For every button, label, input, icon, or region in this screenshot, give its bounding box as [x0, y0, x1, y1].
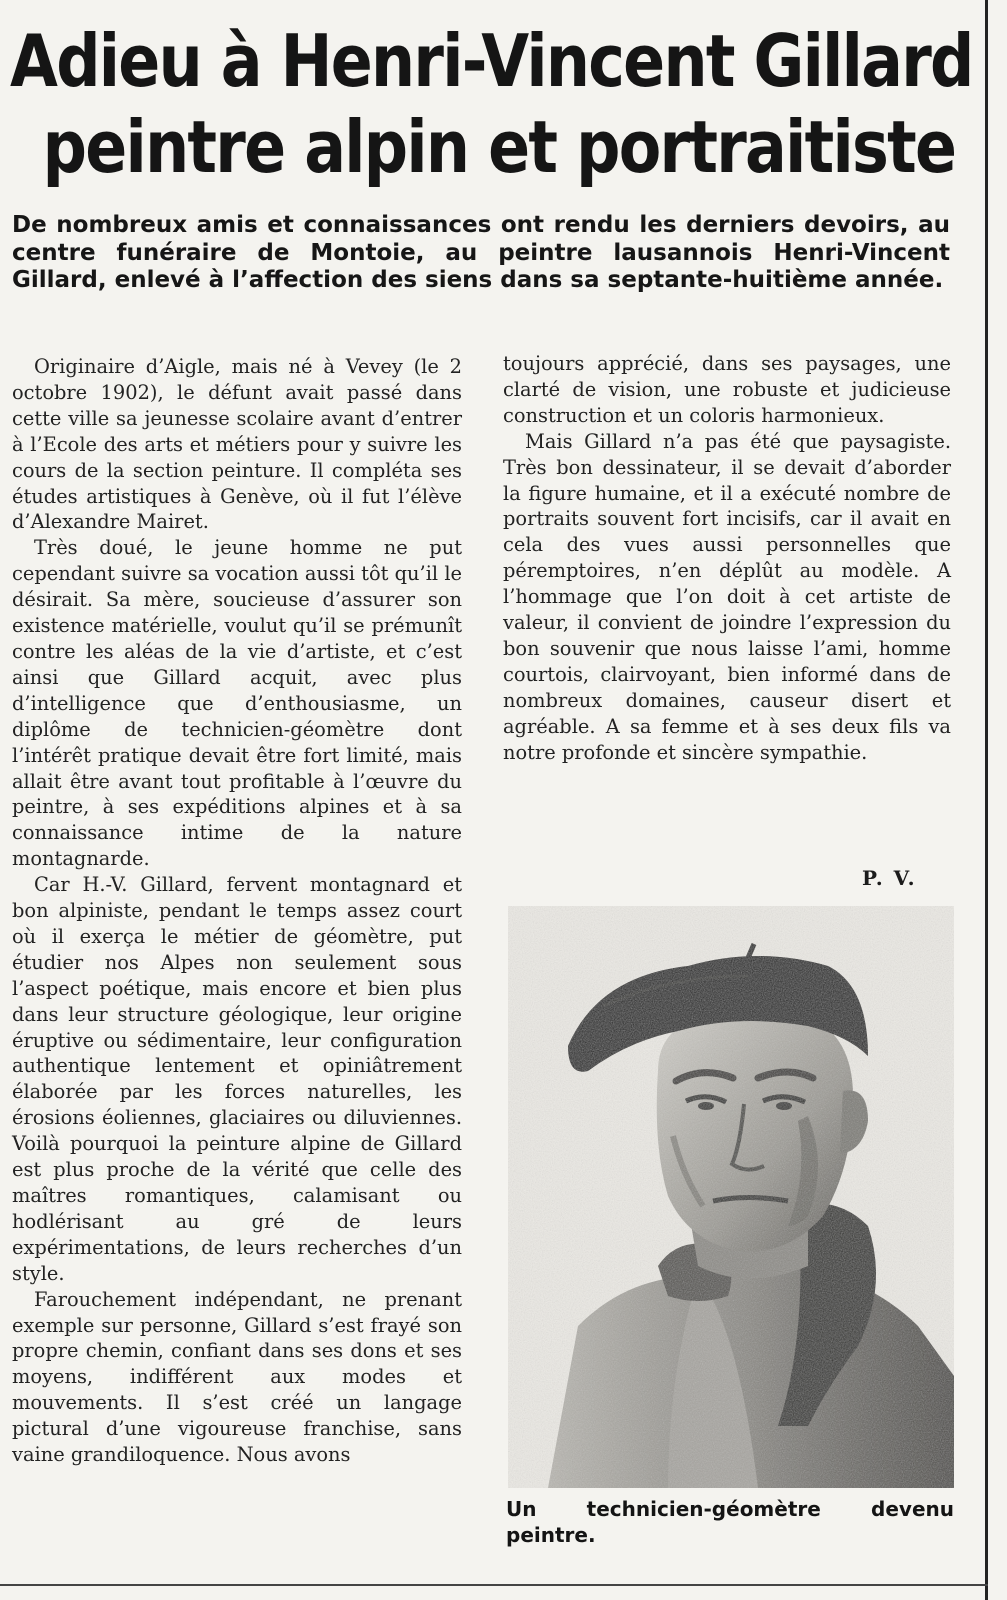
portrait-photo	[508, 906, 954, 1488]
body-column-left	[12, 354, 462, 1468]
headline-line-1: Adieu à Henri-Vincent Gillard	[10, 19, 973, 103]
headline	[10, 18, 973, 190]
portrait-illustration	[508, 906, 954, 1488]
body-column-right	[503, 351, 951, 766]
body-paragraph: Car H.-V. Gillard, fervent montagnard et bon alpiniste, pendant le temps assez court où il exerça le métier de géomètre, put étudier nos Alpes non seulement sous l’aspect poétique, mais encore et bien plus dans leur structure géologique, leur origine éruptive ou sédimentaire, leur configuration authentique lentement et opiniâtrement élaborée par les forces naturelles, les érosions éoliennes, glaciaires ou diluviennes. Voilà pourquoi la peinture alpine de Gillard est plus proche de la vérité que celle des maîtres romantiques, calamisant ou hodlérisant au gré de leurs expérimentations, de leurs recherches d’un style.	[12, 873, 462, 1285]
headline-line-2: peintre alpin et portraitiste	[42, 105, 956, 189]
bottom-rule	[0, 1584, 988, 1586]
column-rule	[985, 0, 988, 1600]
body-paragraph: Mais Gillard n’a pas été que paysagiste. Très bon dessinateur, il se devait d’aborder la figure humaine, et il a exécuté nombre de portraits souvent fort incisifs, car il avait en cela des vues aussi personnelles que péremptoires, n’en déplût au modèle. A l’hommage que l’on doit à cet artiste de valeur, il convient de joindre l’expression du bon souvenir que nous laisse l’ami, homme courtois, clairvoyant, bien informé dans de nombreux domaines, causeur disert et agréable. A sa femme et à ses deux fils va notre profonde et sincère sympathie.	[503, 429, 951, 764]
body-paragraph: toujours apprécié, dans ses paysages, une clarté de vision, une robuste et judicieuse construction et un coloris harmonieux.	[503, 352, 951, 427]
photo-caption: Un technicien-géomètre devenu peintre.	[506, 1497, 954, 1547]
author-signature: P. V.	[862, 866, 917, 890]
body-paragraph: Farouchement indépendant, ne prenant exemple sur personne, Gillard s’est frayé son propre chemin, confiant dans ses dons et ses moyens, indifférent aux modes et mouvements. Il s’est créé un langage pictural d’une vigoureuse franchise, sans vaine grandiloquence. Nous avons	[12, 1287, 462, 1467]
lead-paragraph: De nombreux amis et connaissances ont rendu les derniers devoirs, au centre funéraire de Montoie, au peintre lausannois Henri-Vincent Gillard, enlevé à l’affection des siens dans sa septante-huitième année.	[12, 212, 950, 293]
body-paragraph: Originaire d’Aigle, mais né à Vevey (le 2 octobre 1902), le défunt avait passé dans cette ville sa jeunesse scolaire avant d’entrer à l’Ecole des arts et métiers pour y suivre les cours de la section peinture. Il compléta ses études artistiques à Genève, où il fut l’élève d’Alexandre Mairet.	[12, 355, 462, 534]
body-paragraph: Très doué, le jeune homme ne put cependant suivre sa vocation aussi tôt qu’il le désirait. Sa mère, soucieuse d’assurer son existence matérielle, voulut qu’il se prémunît contre les aléas de la vie d’artiste, et c’est ainsi que Gillard acquit, avec plus d’intelligence que d’enthousiasme, un diplôme de technicien-géomètre dont l’intérêt pratique devait être fort limité, mais allait être avant tout profitable à l’œuvre du peintre, à ses expéditions alpines et à sa connaissance intime de la nature montagnarde.	[12, 536, 462, 871]
